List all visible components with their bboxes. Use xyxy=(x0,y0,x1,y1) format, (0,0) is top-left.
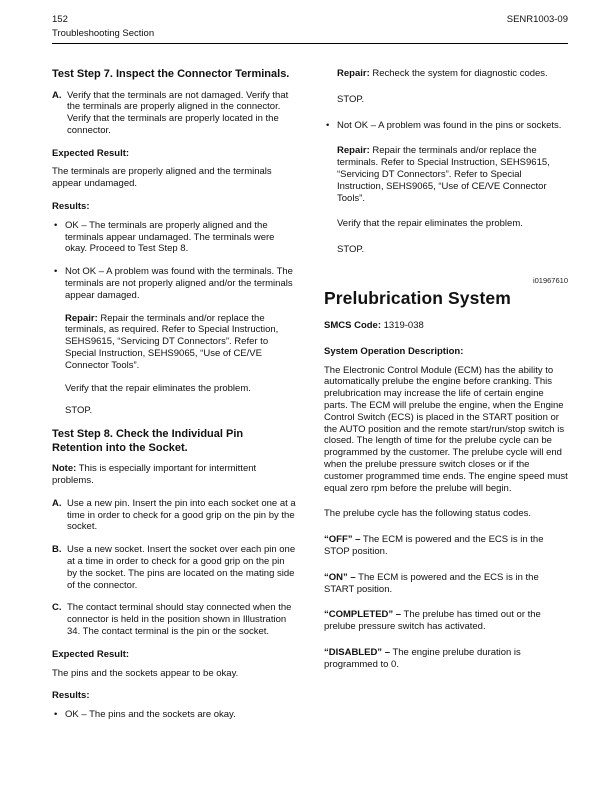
prelube-section-title: Prelubrication System xyxy=(324,287,511,308)
step7-repair-note xyxy=(65,313,296,372)
page-header xyxy=(52,14,568,44)
step8-item-a xyxy=(52,498,296,533)
doc-code: SENR1003-09 xyxy=(506,14,568,25)
sysop-description-label: System Operation Description: xyxy=(324,345,464,357)
repair-text: Recheck the system for diagnostic codes. xyxy=(369,68,548,79)
note-label: Note: xyxy=(52,463,77,475)
step7-result-notok-text: Not OK – A problem was found with the terminals. The terminals are not properly aligned and/or the terminals appear damaged. xyxy=(65,266,293,301)
status-completed-text: The prelube has timed out or the prelube pressure switch has activated. xyxy=(324,609,541,633)
repair-text: Repair the terminals and/or replace the terminals. Refer to Special Instruction, SEHS9615, “Servicing DT Connectors”. Refer to Special Instruction, SEHS9065, “Use of CE/VE Connector Tools”. xyxy=(337,145,550,204)
cont-repair-note xyxy=(337,68,568,80)
smcs-value: 1319-038 xyxy=(381,319,424,331)
status-on-label: “ON” – xyxy=(324,571,356,583)
status-off-label: “OFF” – xyxy=(324,534,361,546)
item-b-text: Use a new socket. Insert the socket over each pin one at a time in order to check for a good grip on the pin by the socket. The pins are located on the mating side of the connector. xyxy=(67,544,296,591)
status-off xyxy=(324,534,568,558)
step7-result-ok xyxy=(52,220,296,255)
step8-item-c xyxy=(52,602,296,637)
two-column-body xyxy=(52,68,568,732)
smcs-label: SMCS Code: xyxy=(324,319,381,331)
status-disabled xyxy=(324,647,568,671)
step8-note xyxy=(52,463,296,487)
cont-result-notok-text: Not OK – A problem was found in the pins or sockets. xyxy=(337,119,562,131)
header-row xyxy=(52,14,568,26)
page-number: 152 xyxy=(52,14,68,25)
repair-text: Repair the terminals and/or replace the terminals, as required. Refer to Special Instruction, SEHS9615, “Servicing DT Connectors”. Refer to Special Instruction, SEHS9065, “Use of CE/VE Connector Tools”. xyxy=(65,312,279,371)
left-column xyxy=(52,68,296,732)
item-c-text: The contact terminal should stay connected when the connector is held in the position shown in Illustration 34. The contact terminal is the pin or the socket. xyxy=(67,602,292,637)
step7-expected-result-label: Expected Result: xyxy=(52,147,130,159)
step7-stop-text: STOP. xyxy=(65,405,93,417)
status-completed xyxy=(324,609,568,633)
status-off-text: The ECM is powered and the ECS is in the STOP position. xyxy=(324,534,544,557)
repair-label: Repair: xyxy=(337,68,370,79)
bullet-icon: • xyxy=(54,219,58,231)
revision-id: i01967610 xyxy=(532,275,568,285)
step7-result-notok xyxy=(52,266,296,301)
status-disabled-label: “DISABLED” – xyxy=(324,646,390,658)
right-column xyxy=(324,68,568,732)
status-on-text: The ECM is powered and the ECS is in the START position. xyxy=(324,571,539,595)
step7-heading: Test Step 7. Inspect the Connector Terminals. xyxy=(52,68,290,80)
step7-verify-text: Verify that the repair eliminates the problem. xyxy=(65,382,251,394)
status-disabled-text: The engine prelube duration is programmed to 0. xyxy=(324,646,521,670)
step7-results-label: Results: xyxy=(52,201,90,213)
bullet-icon: • xyxy=(326,119,330,131)
step8-expected-result-text: The pins and the sockets appear to be okay. xyxy=(52,667,239,679)
step8-result-ok xyxy=(52,709,296,721)
status-codes-intro: The prelube cycle has the following status codes. xyxy=(324,508,532,520)
cont-repair-note-2 xyxy=(337,145,568,204)
step8-result-ok-text: OK – The pins and the sockets are okay. xyxy=(65,709,236,721)
item-a-marker: A. xyxy=(52,497,62,509)
section-title: Troubleshooting Section xyxy=(52,28,155,39)
cont-stop-text-2: STOP. xyxy=(337,244,365,256)
step8-heading: Test Step 8. Check the Individual Pin Retention into the Socket. xyxy=(52,428,244,454)
note-text: This is especially important for intermittent problems. xyxy=(52,463,257,487)
step8-results-label: Results: xyxy=(52,690,90,702)
repair-label: Repair: xyxy=(65,312,98,324)
cont-stop-text: STOP. xyxy=(337,93,365,105)
bullet-icon: • xyxy=(54,266,58,278)
item-a-marker: A. xyxy=(52,89,62,101)
cont-result-notok xyxy=(324,120,568,132)
step8-item-b xyxy=(52,544,296,591)
step7-result-ok-text: OK – The terminals are properly aligned and the terminals appear undamaged. The terminals were okay. Proceed to Test Step 8. xyxy=(65,219,275,255)
item-a-text: Use a new pin. Insert the pin into each socket one at a time in order to check for a good grip on the pin by the socket. xyxy=(67,497,296,533)
bullet-icon: • xyxy=(54,709,58,721)
step7-item-a xyxy=(52,90,296,137)
repair-label: Repair: xyxy=(337,145,370,157)
prelube-description: The Electronic Control Module (ECM) has the ability to automatically prelube the engine before cranking. This prelubrication may increase the life of certain engine parts. The ECM will prelube the engine, when the Engine Control Switch (ECS) is placed in the START position or the AUTO position and the remote start/run/stop switch is closed. The length of time for the prelube cycle can be programmed by the customer. The prelube cycle will end when the prelube pressure switch closes or if the customer programmed time ends. The engine speed must equal zero rpm before the prelube will begin. xyxy=(324,364,568,494)
smcs-code xyxy=(324,320,568,332)
step7-expected-result-text: The terminals are properly aligned and the terminals appear undamaged. xyxy=(52,166,272,190)
status-completed-label: “COMPLETED” – xyxy=(324,609,402,621)
item-b-marker: B. xyxy=(52,544,62,556)
cont-verify-text: Verify that the repair eliminates the problem. xyxy=(337,218,523,230)
item-a-text: Verify that the terminals are not damaged. Verify that the terminals are properly aligned in the connector. Verify that the terminals are properly located in the connector. xyxy=(67,89,289,136)
step8-expected-result-label: Expected Result: xyxy=(52,648,130,660)
item-c-marker: C. xyxy=(52,602,62,614)
status-on xyxy=(324,572,568,596)
